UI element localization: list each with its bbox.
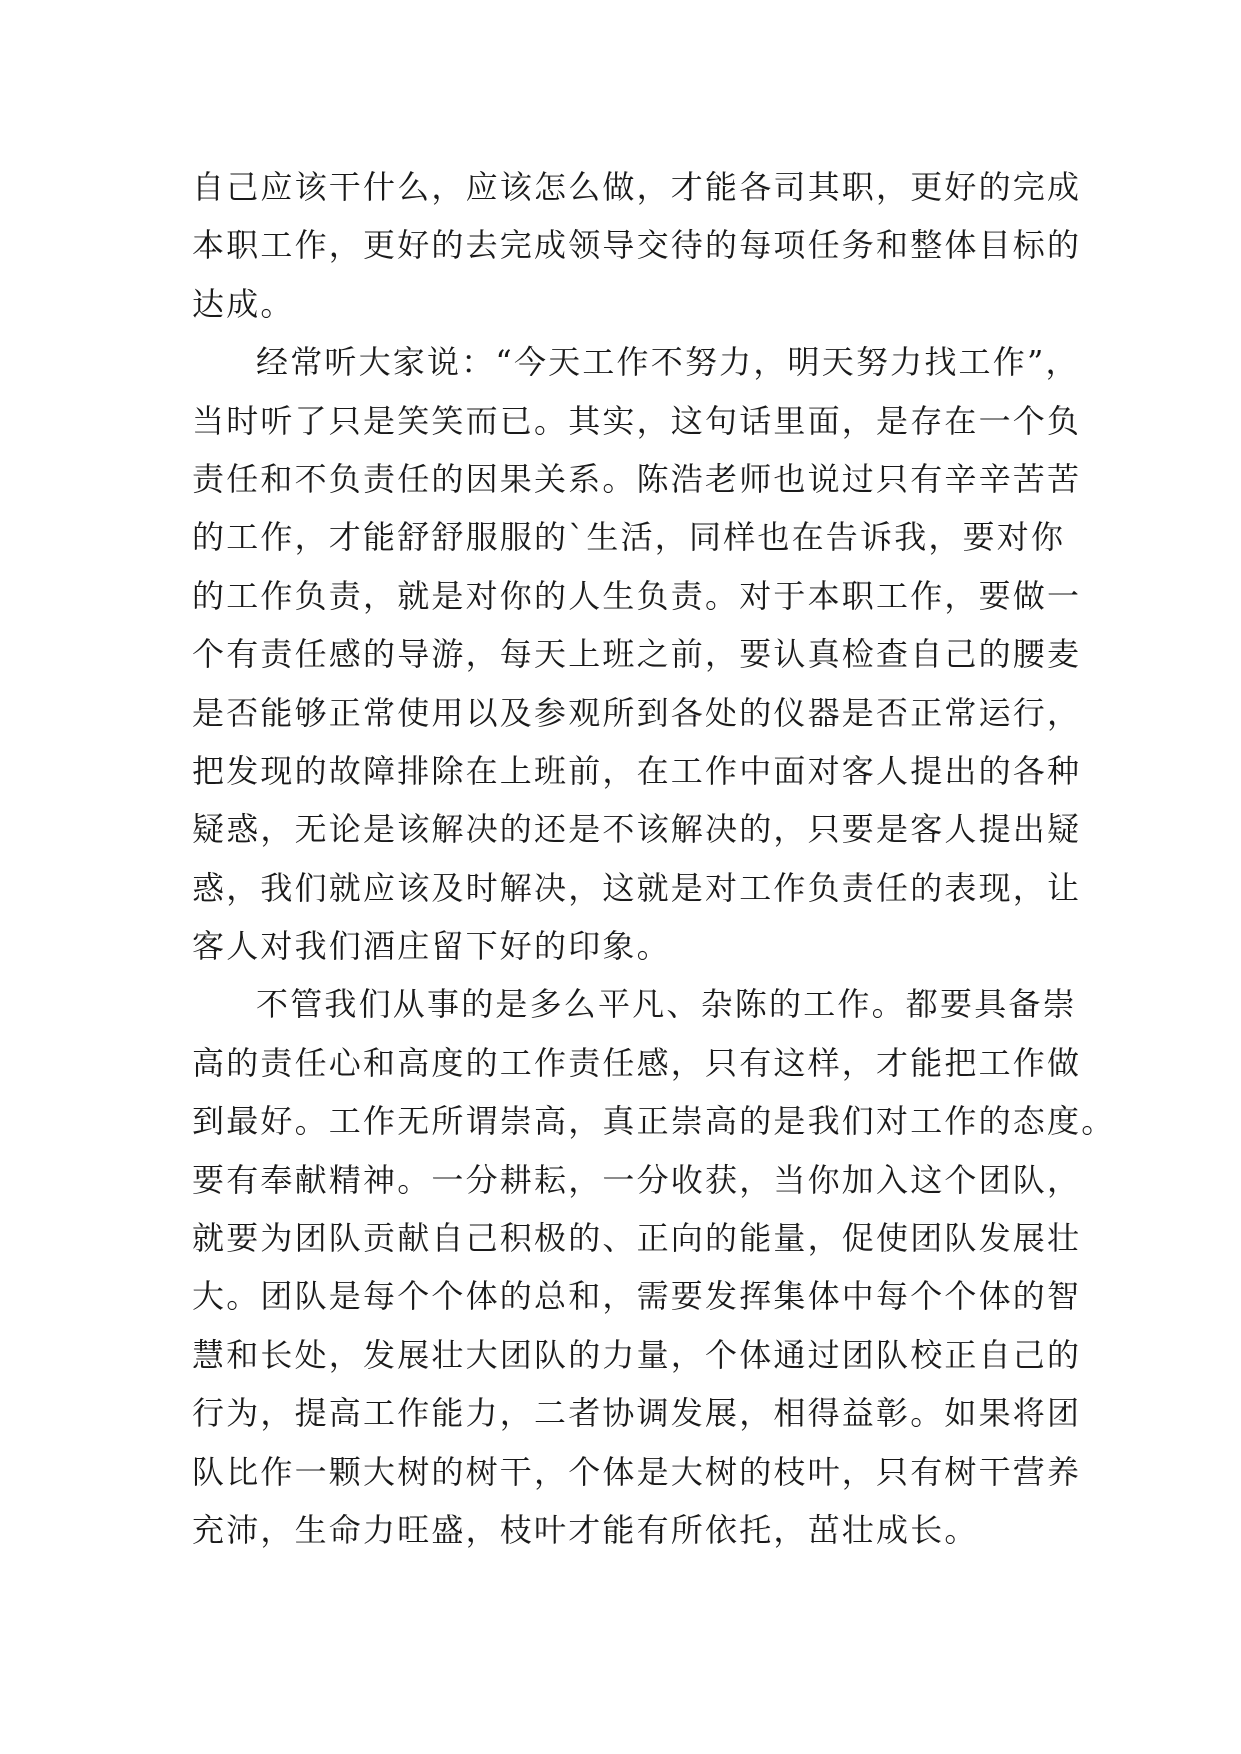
text-line: 充沛，生命力旺盛，枝叶才能有所依托，茁壮成长。 <box>192 1510 979 1549</box>
text-line: 就要为团队贡献自己积极的、正向的能量，促使团队发展壮 <box>192 1219 1082 1258</box>
text-line: 责任和不负责任的因果关系。陈浩老师也说过只有辛辛苦苦 <box>192 459 1082 498</box>
body-text <box>192 158 1116 1559</box>
text-line: 到最好。工作无所谓崇高，真正崇高的是我们对工作的态度。 <box>192 1102 1116 1141</box>
text-line: 惑，我们就应该及时解决，这就是对工作负责任的表现，让 <box>192 868 1082 907</box>
text-line: 自己应该干什么，应该怎么做，才能各司其职，更好的完成 <box>192 168 1082 206</box>
text-line: 把发现的故障排除在上班前，在工作中面对客人提出的各种 <box>192 751 1082 790</box>
text-line: 的工作负责，就是对你的人生负责。对于本职工作，要做一 <box>192 576 1082 615</box>
text-line: 要有奉献精神。一分耕耘，一分收获，当你加入这个团队， <box>192 1160 1082 1199</box>
text-line: 客人对我们酒庄留下好的印象。 <box>192 927 671 966</box>
text-line: 疑惑，无论是该解决的还是不该解决的，只要是客人提出疑 <box>192 810 1082 849</box>
text-line: 大。团队是每个个体的总和，需要发挥集体中每个个体的智 <box>192 1277 1082 1316</box>
text-line: 经常听大家说：“今天工作不努力，明天努力找工作”， <box>256 343 1080 382</box>
text-line: 慧和长处，发展壮大团队的力量，个体通过团队校正自己的 <box>192 1335 1082 1374</box>
text-line: 行为，提高工作能力，二者协调发展，相得益彰。如果将团 <box>192 1394 1082 1433</box>
text-line: 高的责任心和高度的工作责任感，只有这样，才能把工作做 <box>192 1043 1082 1082</box>
text-line: 当时听了只是笑笑而已。其实，这句话里面，是存在一个负 <box>192 401 1082 440</box>
text-line: 的工作，才能舒舒服服的`生活，同样也在告诉我，要对你 <box>192 518 1066 557</box>
text-line: 不管我们从事的是多么平凡、杂陈的工作。都要具备崇 <box>256 985 1077 1024</box>
text-line: 是否能够正常使用以及参观所到各处的仪器是否正常运行， <box>192 693 1082 732</box>
text-line: 达成。 <box>192 284 295 323</box>
text-line: 本职工作，更好的去完成领导交待的每项任务和整体目标的 <box>192 226 1082 265</box>
text-line: 队比作一颗大树的树干，个体是大树的枝叶，只有树干营养 <box>192 1452 1082 1491</box>
text-line: 个有责任感的导游，每天上班之前，要认真检查自己的腰麦 <box>192 635 1082 674</box>
